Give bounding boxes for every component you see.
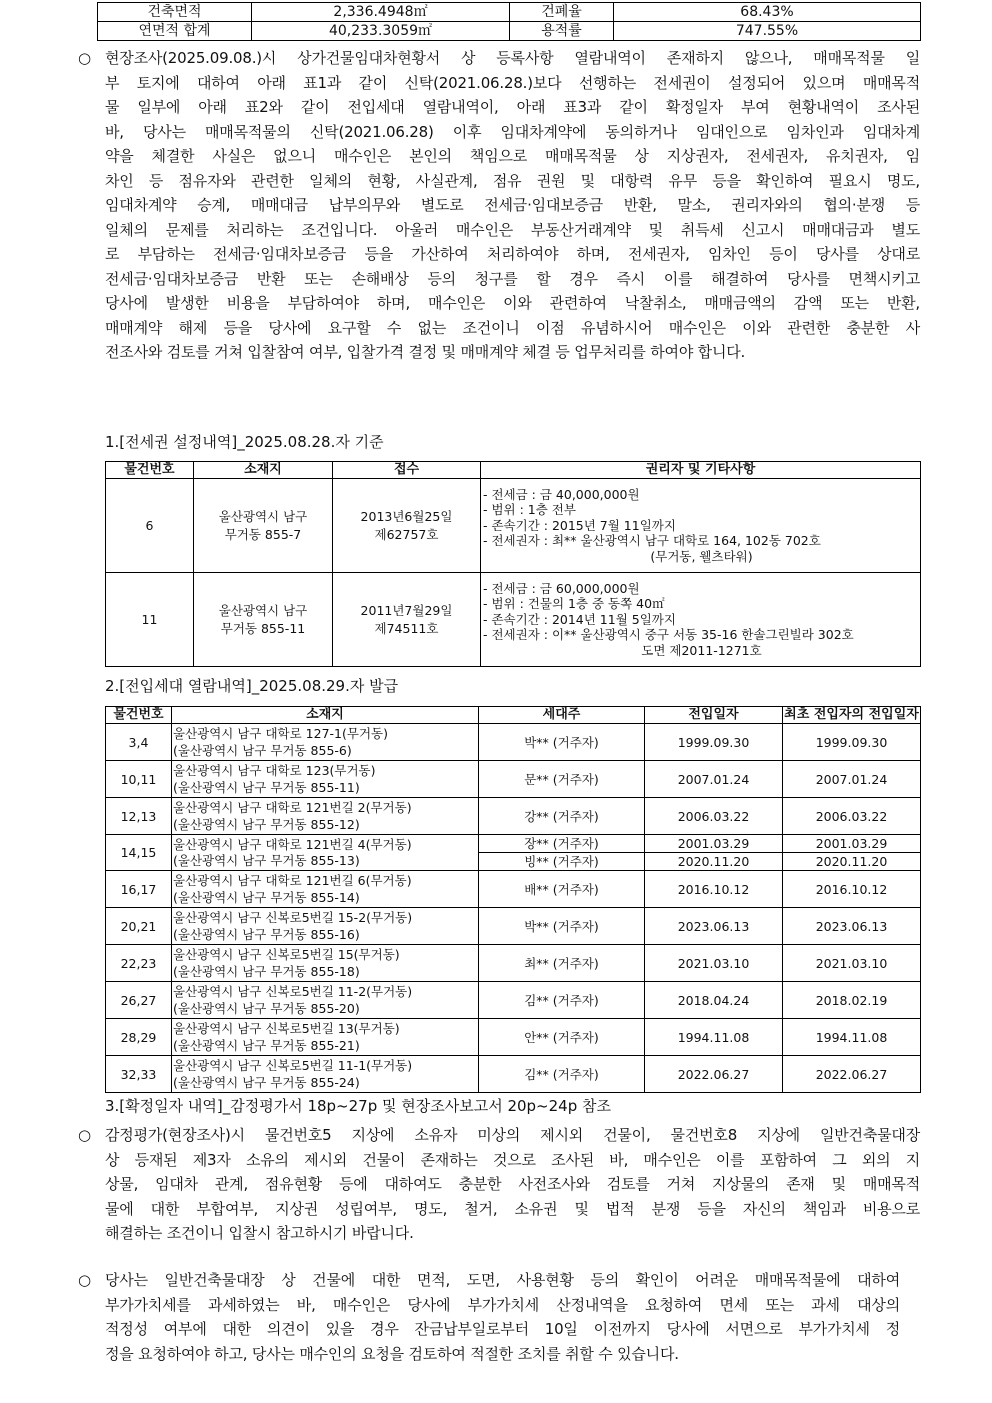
householder: 문** (거주자): [479, 761, 645, 798]
table-row: [106, 1056, 921, 1093]
receipt-cell: [333, 479, 481, 573]
householder: 빙** (거주자): [479, 853, 645, 871]
address-cell: [172, 798, 479, 835]
item-number: 16,17: [106, 871, 172, 908]
item-number: 22,23: [106, 945, 172, 982]
address-cell: [172, 835, 479, 871]
rights-cell: [481, 479, 921, 573]
rights-line: - 범위 : 건물의 1층 중 동쪽 40㎡: [483, 596, 665, 612]
first-move-in-date: 2016.10.12: [783, 871, 921, 908]
first-move-in-date: 2023.06.13: [783, 908, 921, 945]
road-address: 울산광역시 남구 신복로5번길 13(무거동): [173, 1021, 400, 1036]
building-summary-table: [97, 2, 921, 41]
address-cell: [172, 1056, 479, 1093]
paragraph-line: 로 부담하는 전세금·임대차보증금 등을 가산하여 처리하여야 하며, 전세권자, 임차인 등이 당사를 상대로: [105, 245, 920, 263]
summary-label: 건축면적: [98, 3, 252, 22]
location-line: 울산광역시 남구: [218, 602, 308, 618]
lot-address: (울산광역시 남구 무거동 855-11): [173, 780, 360, 795]
vat-paragraph: [78, 1268, 900, 1366]
item-number: 12,13: [106, 798, 172, 835]
unregistered-building-paragraph: [78, 1123, 920, 1246]
road-address: 울산광역시 남구 대학로 127-1(무거동): [173, 726, 388, 741]
first-move-in-date: 2020.11.20: [783, 853, 921, 871]
rights-line: - 전세금 : 금 40,000,000원: [483, 486, 640, 502]
column-header: 소재지: [194, 462, 333, 479]
table1-caption: 1.[전세권 설정내역]_2025.08.28.자 기준: [105, 433, 384, 451]
paragraph-line: 현장조사(2025.09.08.)시 상가건물임대차현황서 상 등록사항 열람내역이 존재하지 않으나, 매매목적물 일: [105, 49, 920, 67]
lot-address: (울산광역시 남구 무거동 855-14): [173, 890, 360, 905]
summary-label: 건폐율: [510, 3, 614, 22]
location-cell: [194, 479, 333, 573]
first-move-in-date: 2001.03.29: [783, 835, 921, 853]
householder: 김** (거주자): [479, 1056, 645, 1093]
paragraph-line: 당사는 일반건축물대장 상 건물에 대한 면적, 도면, 사용현황 등의 확인이 어려운 매매목적물에 대하여: [105, 1271, 900, 1289]
receipt-cell: [333, 573, 481, 667]
address-cell: [172, 908, 479, 945]
householder: 강** (거주자): [479, 798, 645, 835]
householder: 박** (거주자): [479, 908, 645, 945]
column-header: 접수: [333, 462, 481, 479]
road-address: 울산광역시 남구 신복로5번길 11-2(무거동): [173, 984, 413, 999]
move-in-date: 2016.10.12: [645, 871, 783, 908]
rights-line: - 범위 : 1층 전부: [483, 502, 576, 518]
road-address: 울산광역시 남구 대학로 123(무거동): [173, 763, 376, 778]
table-row: [106, 871, 921, 908]
householder: 박** (거주자): [479, 724, 645, 761]
location-cell: [194, 573, 333, 667]
table-row: [106, 908, 921, 945]
paragraph-line: 임대차계약 승계, 매매대금 납부의무와 별도로 전세금·임대보증금 반환, 말소, 권리자와의 협의·분쟁 등: [105, 196, 920, 214]
first-move-in-date: 2022.06.27: [783, 1056, 921, 1093]
summary-value: 40,233.3059㎡: [252, 22, 510, 41]
address-cell: [172, 982, 479, 1019]
column-header: 물건번호: [106, 707, 172, 724]
lot-address: (울산광역시 남구 무거동 855-20): [173, 1001, 360, 1016]
paragraph-line: 당사에 발생한 비용을 부담하여야 하며, 매수인은 이와 관련하여 낙찰취소, 매매금액의 감액 또는 반환,: [105, 294, 920, 312]
item-number: 26,27: [106, 982, 172, 1019]
jeonse-rights-table: [105, 461, 921, 667]
column-header: 권리자 및 기타사항: [481, 462, 921, 479]
lot-address: (울산광역시 남구 무거동 855-12): [173, 817, 360, 832]
paragraph-line: 상물, 임대차 관계, 점유현황 등에 대하여도 충분한 사전조사와 검토를 거쳐 지상물의 존재 및 매매목적: [105, 1175, 920, 1193]
first-move-in-date: 1994.11.08: [783, 1019, 921, 1056]
address-cell: [172, 724, 479, 761]
road-address: 울산광역시 남구 신복로5번길 15-2(무거동): [173, 910, 413, 925]
first-move-in-date: 1999.09.30: [783, 724, 921, 761]
column-header: 전입일자: [645, 707, 783, 724]
first-move-in-date: 2007.01.24: [783, 761, 921, 798]
column-header: 최초 전입자의 전입일자: [784, 707, 919, 722]
table-row: [106, 724, 921, 761]
rights-line: - 존속기간 : 2014년 11월 5일까지: [483, 611, 676, 627]
paragraph-line: 차인 등 점유자와 관련한 일체의 현황, 사실관계, 점유 권원 및 대항력 유무 등을 확인하여 필요시 명도,: [105, 171, 920, 190]
table-row: [106, 479, 921, 573]
column-header: 세대주: [479, 707, 645, 724]
location-line: 무거동 855-11: [220, 620, 306, 636]
lot-address: (울산광역시 남구 무거동 855-13): [173, 852, 360, 868]
road-address: 울산광역시 남구 신복로5번길 11-1(무거동): [173, 1058, 413, 1073]
paragraph-line: 일체의 문제를 처리하는 조건입니다. 아울러 매수인은 부동산거래계약 및 취득세 신고시 매매대금과 별도: [105, 220, 920, 239]
paragraph-line: 전세금·임대차보증금 반환 또는 손해배상 등의 청구를 할 경우 즉시 이를 해결하여 당사를 면책시키고: [105, 269, 920, 288]
receipt-date: 2013년6월25일: [360, 508, 453, 524]
first-move-in-date: 2018.02.19: [783, 982, 921, 1019]
bullet-icon: ○: [78, 1271, 91, 1289]
lot-address: (울산광역시 남구 무거동 855-24): [173, 1075, 360, 1090]
road-address: 울산광역시 남구 대학로 121번길 4(무거동): [173, 836, 412, 852]
paragraph-line: 해결하는 조건이니 입찰시 참고하시기 바랍니다.: [105, 1224, 414, 1242]
move-in-date: 1994.11.08: [645, 1019, 783, 1056]
paragraph-line: 전조사와 검토를 거쳐 입찰참여 여부, 입찰가격 결정 및 매매계약 체결 등 업무처리를 하여야 합니다.: [105, 343, 746, 361]
location-line: 무거동 855-7: [224, 526, 302, 542]
lot-address: (울산광역시 남구 무거동 855-18): [173, 964, 360, 979]
address-cell: [172, 761, 479, 798]
receipt-number: 제74511호: [374, 620, 439, 636]
table2-caption: 2.[전입세대 열람내역]_2025.08.29.자 발급: [105, 677, 399, 695]
table-row: [106, 945, 921, 982]
householder: 김** (거주자): [479, 982, 645, 1019]
bullet-icon: ○: [78, 1126, 91, 1144]
item-number: 32,33: [106, 1056, 172, 1093]
bullet-icon: ○: [78, 49, 91, 67]
move-in-date: 2018.04.24: [645, 982, 783, 1019]
summary-row: [98, 3, 921, 22]
address-cell: [172, 1019, 479, 1056]
resident-registration-table: [105, 706, 921, 1093]
rights-cell: [481, 573, 921, 667]
lot-address: (울산광역시 남구 무거동 855-21): [173, 1038, 360, 1053]
item-number: 10,11: [106, 761, 172, 798]
road-address: 울산광역시 남구 신복로5번길 15(무거동): [173, 947, 400, 962]
item-number: 3,4: [106, 724, 172, 761]
lease-notice-paragraph: [78, 46, 920, 365]
item-number: 28,29: [106, 1019, 172, 1056]
paragraph-line: 물 일부에 아래 표2와 같이 전입세대 열람내역이, 아래 표3과 같이 확정일자 부여 현황내역이 조사된: [105, 98, 920, 116]
move-in-date: 2006.03.22: [645, 798, 783, 835]
table-header-row: [106, 462, 921, 479]
move-in-date: 2022.06.27: [645, 1056, 783, 1093]
first-move-in-date: 2006.03.22: [783, 798, 921, 835]
move-in-date: 2021.03.10: [645, 945, 783, 982]
summary-value: 2,336.4948㎡: [252, 3, 510, 22]
summary-label: 용적률: [510, 22, 614, 41]
item-number: 14,15: [106, 835, 172, 871]
paragraph-line: 적정성 여부에 대한 의견이 있을 경우 잔금납부일로부터 10일 이전까지 당사에 서면으로 부가가치세 정: [105, 1320, 900, 1338]
paragraph-line: 부 토지에 대하여 아래 표1과 같이 신탁(2021.06.28.)보다 선행하는 전세권이 설정되어 있으며 매매목적: [105, 73, 920, 92]
move-in-date: 2007.01.24: [645, 761, 783, 798]
paragraph-line: 부가가치세를 과세하였는 바, 매수인은 당사에 부가가치세 산정내역을 요청하여 면세 또는 과세 대상의: [105, 1295, 900, 1314]
road-address: 울산광역시 남구 대학로 121번길 2(무거동): [173, 800, 412, 815]
move-in-date: 2001.03.29: [645, 835, 783, 853]
lot-address: (울산광역시 남구 무거동 855-6): [173, 743, 352, 758]
paragraph-line: 정을 요청하여야 하고, 당사는 매수인의 요청을 검토하여 적절한 조치를 취할 수 있습니다.: [105, 1344, 679, 1363]
table-row: [106, 798, 921, 835]
table-header-row: [106, 707, 921, 724]
paragraph-line: 물에 대한 부합여부, 지상권 성립여부, 명도, 철거, 소유권 및 법적 분쟁 등을 자신의 책임과 비용으로: [105, 1199, 920, 1218]
summary-value: 747.55%: [614, 22, 921, 41]
paragraph-line: 감정평가(현장조사)시 물건번호5 지상에 소유자 미상의 제시외 건물이, 물건번호8 지상에 일반건축물대장: [105, 1126, 920, 1144]
move-in-date: 1999.09.30: [645, 724, 783, 761]
rights-line: - 존속기간 : 2015년 7월 11일까지: [483, 517, 676, 533]
householder: 안** (거주자): [479, 1019, 645, 1056]
item-number: 11: [106, 573, 194, 667]
first-move-in-date: 2021.03.10: [783, 945, 921, 982]
rights-line: - 전세금 : 금 60,000,000원: [483, 580, 640, 596]
paragraph-line: 상 등재된 제3자 소유의 제시외 건물이 존재하는 것으로 조사된 바, 매수인은 이를 포함하여 그 외의 지: [105, 1150, 920, 1169]
table-row: [106, 982, 921, 1019]
receipt-date: 2011년7월29일: [360, 602, 453, 618]
column-header: 물건번호: [106, 462, 194, 479]
table-row: [106, 573, 921, 667]
move-in-date: 2020.11.20: [645, 853, 783, 871]
paragraph-line: 매매계약 해제 등을 당사에 요구할 수 없는 조건이니 이점 유념하시어 매수인은 이와 관련한 충분한 사: [105, 318, 920, 337]
item-number: 6: [106, 479, 194, 573]
item-number: 20,21: [106, 908, 172, 945]
table-row: [106, 761, 921, 798]
address-cell: [172, 945, 479, 982]
address-cell: [172, 871, 479, 908]
receipt-number: 제62757호: [374, 526, 439, 542]
summary-label: 연면적 합계: [98, 22, 252, 41]
move-in-date: 2023.06.13: [645, 908, 783, 945]
paragraph-line: 바, 당사는 매매목적물의 신탁(2021.06.28) 이후 임대차계약에 동의하거나 임대인으로 임차인과 임대차계: [105, 122, 920, 141]
road-address: 울산광역시 남구 대학로 121번길 6(무거동): [173, 873, 412, 888]
householder: 장** (거주자): [479, 835, 645, 853]
table-row: [106, 1019, 921, 1056]
paragraph-line: 약을 체결한 사실은 없으니 매수인은 본인의 책임으로 매매목적물 상 지상권자, 전세권자, 유치권자, 임: [105, 147, 920, 165]
rights-line: - 전세권자 : 최** 울산광역시 남구 대학로 164, 102동 702호: [483, 533, 821, 549]
column-header: 소재지: [172, 707, 479, 724]
rights-line: - 전세권자 : 이** 울산광역시 중구 서동 35-16 한솔그린빌라 302호: [483, 627, 854, 643]
table3-caption: 3.[확정일자 내역]_감정평가서 18p~27p 및 현장조사보고서 20p~24p 참조: [105, 1097, 611, 1115]
householder: 최** (거주자): [479, 945, 645, 982]
table-row: [106, 835, 921, 853]
rights-line-continued: (무거동, 웰츠타워): [650, 548, 753, 564]
householder: 배** (거주자): [479, 871, 645, 908]
summary-value: 68.43%: [614, 3, 921, 22]
lot-address: (울산광역시 남구 무거동 855-16): [173, 927, 360, 942]
summary-row: [98, 22, 921, 41]
rights-line-continued: 도면 제2011-1271호: [641, 642, 762, 658]
location-line: 울산광역시 남구: [218, 508, 308, 524]
